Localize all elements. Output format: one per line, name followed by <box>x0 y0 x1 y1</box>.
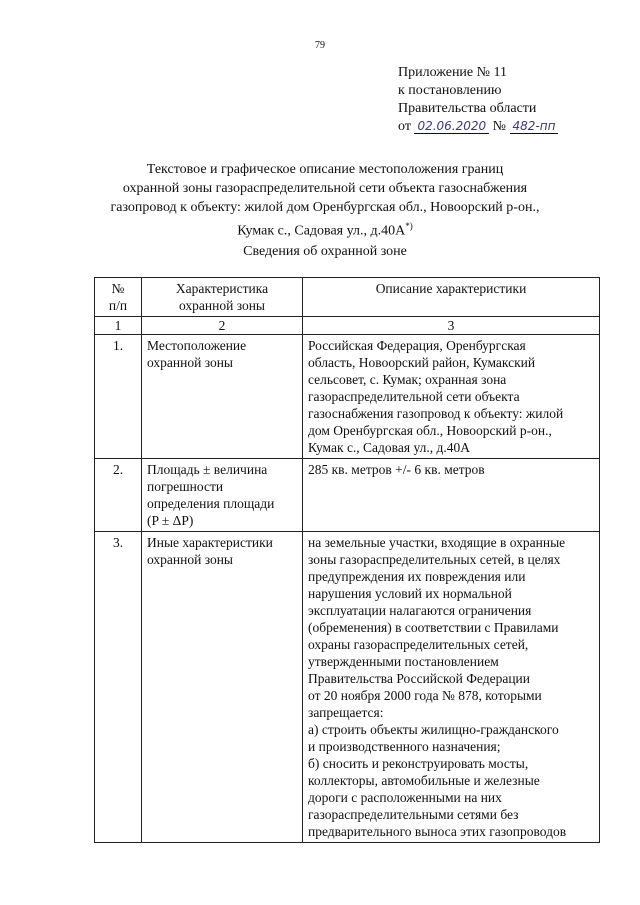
row-2-num: 2. <box>95 459 142 532</box>
appendix-line-3: Правительства области <box>398 101 537 116</box>
row-3-desc-line: б) сносить и реконструировать мосты, <box>308 756 529 771</box>
row-3-desc-line: запрещается: <box>308 705 384 720</box>
row-1-desc-line: газораспределительной сети объекта <box>308 389 520 404</box>
row-3-desc-line: (обременения) в соответствии с Правилами <box>308 620 559 635</box>
title-line-4-text: Кумак с., Садовая ул., д.40А <box>237 223 406 239</box>
header-num <box>95 278 142 317</box>
row-2-description <box>303 459 600 532</box>
row-2-char-line: погрешности <box>147 479 224 494</box>
row-3-desc-line: на земельные участки, входящие в охранные <box>308 535 566 550</box>
handwritten-date: 02.06.2020 <box>414 119 489 134</box>
row-2-char-line: определения площади <box>147 496 275 511</box>
document-title <box>90 160 560 241</box>
row-3-desc-line: зоны газораспределительных сетей, в целях <box>308 552 561 567</box>
header-num-line-2: п/п <box>108 298 128 313</box>
appendix-block <box>398 64 558 136</box>
row-3-char-line: Иные характеристики <box>147 535 273 550</box>
title-line-4 <box>90 217 560 241</box>
row-1-desc-line: Кумак с., Садовая ул., д.40А <box>308 440 470 455</box>
section-subtitle: Сведения об охранной зоне <box>243 244 407 259</box>
table-row <box>95 532 600 843</box>
row-3-desc-line: а) строить объекты жилищно-гражданского <box>308 722 559 737</box>
row-3-desc-line: коллекторы, автомобильные и железные <box>308 773 540 788</box>
row-3-desc-line: нарушения условий их нормальной <box>308 586 512 601</box>
row-1-desc-line: Российская Федерация, Оренбургская <box>308 338 526 353</box>
row-1-description <box>303 335 600 459</box>
column-number-2: 2 <box>142 317 303 335</box>
row-3-desc-line: эксплуатации налагаются ограничения <box>308 603 532 618</box>
header-characteristic <box>142 278 303 317</box>
date-prefix: от <box>398 119 411 134</box>
title-line-3: газопровод к объекту: жилой дом Оренбургская обл., Новоорский р-он., <box>110 200 540 215</box>
table-row <box>95 335 600 459</box>
zone-info-table <box>94 277 600 843</box>
row-1-characteristic <box>142 335 303 459</box>
row-3-description <box>303 532 600 843</box>
column-number-3: 3 <box>303 317 600 335</box>
row-2-characteristic <box>142 459 303 532</box>
number-prefix: № <box>492 119 507 134</box>
row-3-desc-line: и производственного назначения; <box>308 739 501 754</box>
row-3-desc-line: утвержденными постановлением <box>308 654 499 669</box>
row-3-desc-line: предварительного выноса этих газопроводов <box>308 824 567 839</box>
header-characteristic-line-2: охранной зоны <box>178 298 265 313</box>
column-number-1: 1 <box>95 317 142 335</box>
footnote-mark: *) <box>405 221 413 231</box>
row-1-num: 1. <box>95 335 142 459</box>
row-1-desc-line: дом Оренбургская обл., Новоорский р-он., <box>308 423 552 438</box>
appendix-line-2: к постановлению <box>398 83 502 98</box>
row-2-char-line: Площадь ± величина <box>147 462 268 477</box>
row-1-desc-line: область, Новоорский район, Кумакский <box>308 355 536 370</box>
row-1-char-line: Местоположение <box>147 338 247 353</box>
handwritten-number: 482-пп <box>510 119 559 134</box>
appendix-line-1: Приложение № 11 <box>398 65 507 80</box>
table-row <box>95 459 600 532</box>
row-3-desc-line: от 20 ноября 2000 года № 878, которыми <box>308 688 542 703</box>
column-number-row <box>95 317 600 335</box>
header-characteristic-line-1: Характеристика <box>175 281 269 296</box>
row-2-desc-line: 285 кв. метров +/- 6 кв. метров <box>308 462 485 477</box>
title-line-1: Текстовое и графическое описание местоположения границ <box>146 162 504 177</box>
title-line-2: охранной зоны газораспределительной сети объекта газоснабжения <box>122 181 528 196</box>
row-3-desc-line: газораспределительными сетями без <box>308 807 519 822</box>
table-header-row <box>95 278 600 317</box>
appendix-date-line <box>398 118 558 136</box>
row-3-characteristic <box>142 532 303 843</box>
row-1-desc-line: газоснабжения газопровод к объекту: жилой <box>308 406 564 421</box>
row-3-desc-line: Правительства Российской Федерации <box>308 671 530 686</box>
row-3-desc-line: охраны газораспределительных сетей, <box>308 637 529 652</box>
row-3-desc-line: дороги с расположенными на них <box>308 790 502 805</box>
row-2-char-line: (P ± ΔP) <box>147 513 194 528</box>
row-3-num: 3. <box>95 532 142 843</box>
row-1-char-line: охранной зоны <box>147 355 234 370</box>
page-number: 79 <box>315 40 325 51</box>
row-1-desc-line: сельсовет, с. Кумак; охранная зона <box>308 372 507 387</box>
header-num-line-1: № <box>111 281 125 296</box>
row-3-char-line: охранной зоны <box>147 552 234 567</box>
row-3-desc-line: предупреждения их повреждения или <box>308 569 526 584</box>
header-description: Описание характеристики <box>303 278 600 317</box>
